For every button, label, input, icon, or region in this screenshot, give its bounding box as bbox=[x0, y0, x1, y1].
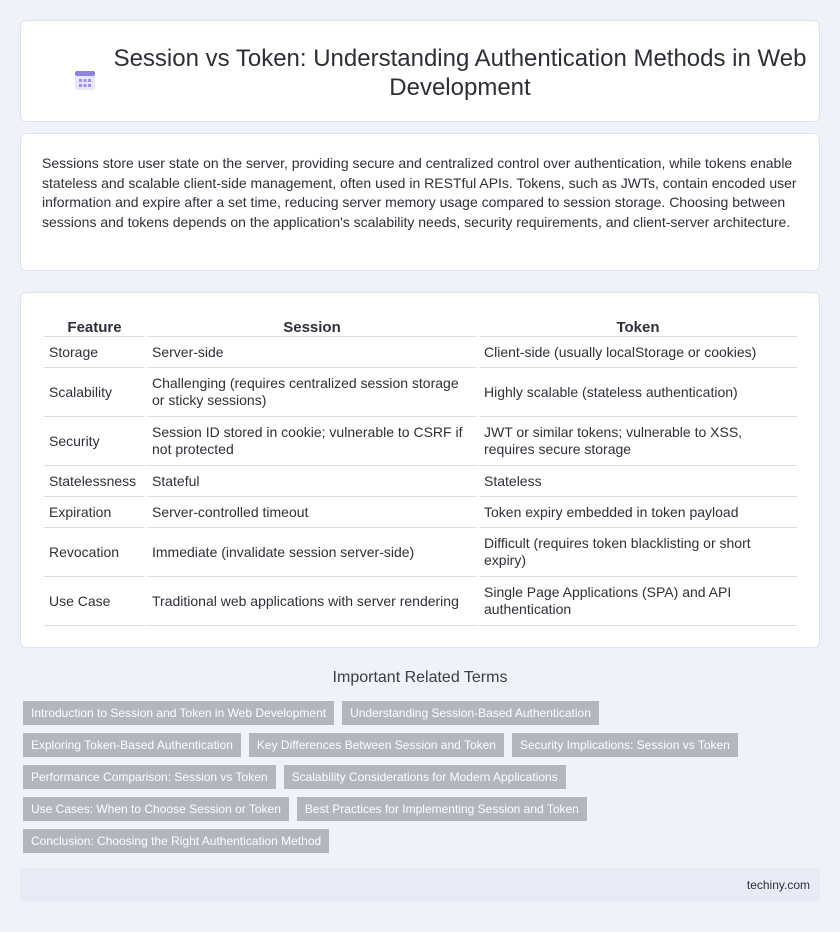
related-terms-list bbox=[23, 701, 823, 861]
feature-cell: Storage bbox=[44, 337, 145, 368]
feature-cell: Statelessness bbox=[44, 466, 145, 497]
header-feature: Feature bbox=[44, 315, 145, 337]
feature-cell: Security bbox=[44, 417, 145, 466]
related-term-tag[interactable]: Key Differences Between Session and Token bbox=[249, 733, 504, 757]
feature-cell: Use Case bbox=[44, 577, 145, 626]
page-title: Session vs Token: Understanding Authentication Methods in Web Development bbox=[113, 45, 807, 101]
footer-site-link[interactable]: techiny.com bbox=[746, 878, 810, 892]
token-cell: Single Page Applications (SPA) and API authentication bbox=[479, 577, 797, 626]
related-term-tag[interactable]: Security Implications: Session vs Token bbox=[512, 733, 738, 757]
feature-cell: Scalability bbox=[44, 368, 145, 417]
table-row bbox=[44, 337, 797, 368]
header-token: Token bbox=[479, 315, 797, 337]
related-term-tag[interactable]: Introduction to Session and Token in Web Development bbox=[23, 701, 334, 725]
related-term-tag[interactable]: Understanding Session-Based Authentication bbox=[342, 701, 599, 725]
token-cell: Difficult (requires token blacklisting or short expiry) bbox=[479, 528, 797, 577]
table-row bbox=[44, 368, 797, 417]
table-row bbox=[44, 417, 797, 466]
session-cell: Immediate (invalidate session server-side) bbox=[147, 528, 477, 577]
feature-cell: Expiration bbox=[44, 497, 145, 528]
session-cell: Stateful bbox=[147, 466, 477, 497]
token-cell: Highly scalable (stateless authentication) bbox=[479, 368, 797, 417]
related-term-tag[interactable]: Best Practices for Implementing Session and Token bbox=[297, 797, 587, 821]
session-cell: Traditional web applications with server rendering bbox=[147, 577, 477, 626]
token-cell: Token expiry embedded in token payload bbox=[479, 497, 797, 528]
table-row bbox=[44, 497, 797, 528]
summary-paragraph: Sessions store user state on the server, providing secure and centralized control over authentication, while tokens enable stateless and scalable client-side management, often used in RESTful APIs. Tokens, such as JWTs, contain encoded user information and expire after a set time, reducing server memory usage compared to session storage. Choosing between sessions and tokens depends on the application's scalability needs, security requirements, and client-server architecture. bbox=[42, 155, 797, 230]
title-card bbox=[20, 20, 820, 122]
related-term-tag[interactable]: Use Cases: When to Choose Session or Token bbox=[23, 797, 289, 821]
table-row bbox=[44, 577, 797, 626]
header-session: Session bbox=[147, 315, 477, 337]
feature-cell: Revocation bbox=[44, 528, 145, 577]
footer bbox=[20, 868, 820, 902]
comparison-table bbox=[42, 315, 799, 626]
related-term-tag[interactable]: Exploring Token-Based Authentication bbox=[23, 733, 241, 757]
session-cell: Challenging (requires centralized session storage or sticky sessions) bbox=[147, 368, 477, 417]
related-term-tag[interactable]: Performance Comparison: Session vs Token bbox=[23, 765, 276, 789]
session-cell: Server-side bbox=[147, 337, 477, 368]
session-cell: Server-controlled timeout bbox=[147, 497, 477, 528]
token-cell: Client-side (usually localStorage or cookies) bbox=[479, 337, 797, 368]
related-term-tag[interactable]: Conclusion: Choosing the Right Authentication Method bbox=[23, 829, 329, 853]
table-row bbox=[44, 466, 797, 497]
related-terms-heading: Important Related Terms bbox=[332, 669, 508, 686]
token-cell: Stateless bbox=[479, 466, 797, 497]
comparison-table-card bbox=[20, 292, 820, 648]
related-term-tag[interactable]: Scalability Considerations for Modern Applications bbox=[284, 765, 566, 789]
session-cell: Session ID stored in cookie; vulnerable to CSRF if not protected bbox=[147, 417, 477, 466]
token-cell: JWT or similar tokens; vulnerable to XSS, requires secure storage bbox=[479, 417, 797, 466]
table-row bbox=[44, 528, 797, 577]
calendar-icon bbox=[73, 68, 97, 92]
summary-card bbox=[20, 133, 820, 271]
